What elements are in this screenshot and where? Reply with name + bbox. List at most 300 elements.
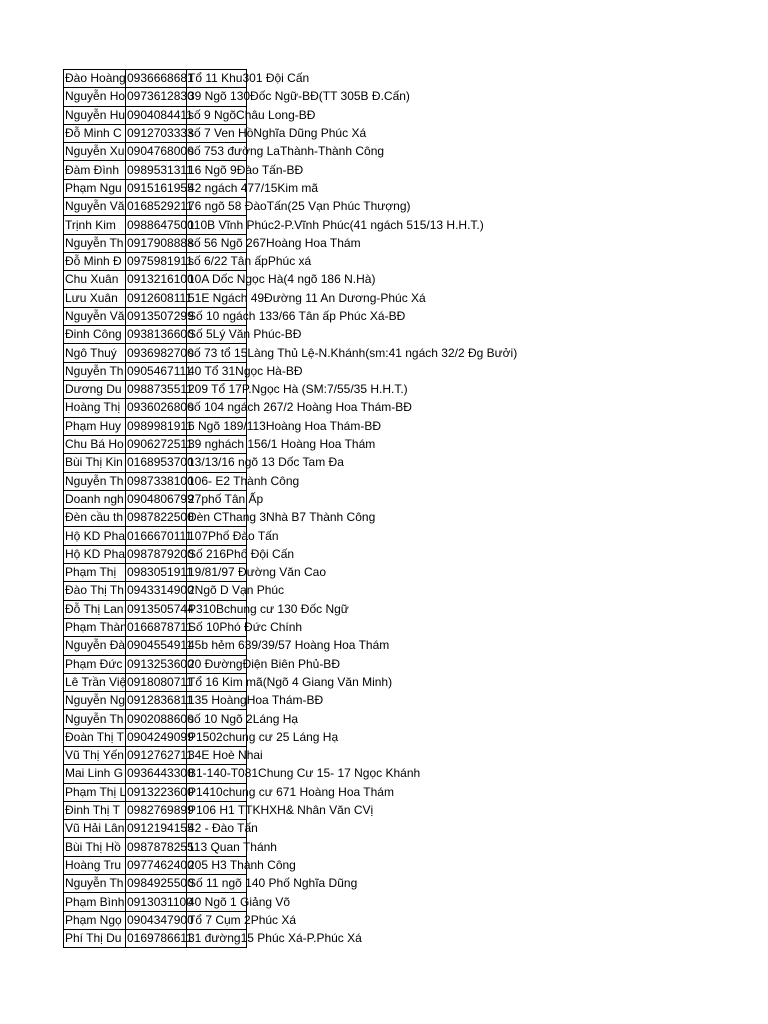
address-cell-text: 10A Dốc Ngọc Hà(4 ngõ 186 N.Hà) — [188, 272, 376, 287]
name-cell[interactable] — [64, 252, 126, 270]
address-cell[interactable] — [187, 88, 410, 106]
table-row — [64, 289, 247, 307]
phone-cell-text: 0913505744 — [127, 601, 194, 616]
contact-table — [63, 69, 518, 948]
address-cell[interactable] — [187, 216, 484, 234]
phone-cell-text: 0904084411 — [127, 107, 193, 122]
address-cell[interactable] — [187, 673, 393, 691]
phone-cell[interactable] — [126, 490, 194, 508]
table-row — [64, 655, 247, 673]
name-cell[interactable] — [64, 911, 126, 929]
name-cell[interactable] — [64, 509, 126, 527]
phone-cell-text: 0912762711 — [127, 748, 193, 763]
phone-cell-text: 0936443300 — [127, 766, 194, 781]
phone-cell-text: 0912703333 — [127, 126, 194, 141]
name-cell-text: Đào Thị Th — [65, 583, 124, 598]
address-cell-text: B1-140-T081Chung Cư 15- 17 Ngọc Khánh — [188, 766, 421, 781]
phone-cell-text: 0913253600 — [127, 656, 194, 671]
phone-cell[interactable] — [126, 509, 194, 527]
name-cell[interactable] — [64, 655, 126, 673]
address-cell-text: số 104 ngách 267/2 Hoàng Hoa Thám-BĐ — [188, 400, 412, 415]
name-cell[interactable] — [64, 417, 126, 435]
address-cell[interactable] — [187, 856, 296, 874]
phone-cell[interactable] — [126, 765, 194, 783]
phone-cell-text: 0906272511 — [127, 437, 193, 452]
phone-cell[interactable] — [126, 307, 194, 325]
phone-cell-text: 0975981911 — [127, 254, 193, 269]
name-cell-text: Hoàng Tru — [65, 857, 122, 872]
phone-cell-text: 0915161955 — [127, 180, 194, 195]
name-cell[interactable] — [64, 564, 126, 582]
address-cell-text: 76 ngõ 58 ĐàoTấn(25 Vạn Phúc Thượng) — [188, 199, 411, 214]
name-cell[interactable] — [64, 746, 126, 764]
phone-cell-text: 0904347900 — [127, 912, 194, 927]
phone-cell-text: 0913507299 — [127, 309, 194, 323]
address-cell-text: 45b hẻm 639/39/57 Hoàng Hoa Thám — [188, 638, 390, 653]
address-cell[interactable] — [187, 728, 339, 746]
table-row — [64, 490, 247, 508]
address-cell-text: P106 H1 TTKHXH& Nhân Văn CVị — [188, 803, 374, 818]
table-row — [64, 399, 247, 417]
phone-cell[interactable] — [126, 472, 194, 490]
phone-cell[interactable] — [126, 911, 194, 929]
name-cell[interactable] — [64, 161, 126, 179]
address-cell[interactable] — [187, 307, 406, 325]
address-cell-text: 107Phố Đào Tấn — [188, 528, 279, 543]
name-cell[interactable] — [64, 875, 126, 893]
name-cell[interactable] — [64, 454, 126, 472]
name-cell[interactable] — [64, 106, 126, 124]
name-cell-text: Ngô Thuý — [65, 345, 117, 360]
name-cell-text: Dương Du — [65, 382, 122, 397]
table-row — [64, 344, 247, 362]
address-cell[interactable] — [187, 801, 374, 819]
address-cell-text: số 56 Ngõ 267Hoàng Hoa Thám — [188, 235, 361, 250]
name-cell-text: Hộ KD Pha — [65, 546, 126, 561]
address-cell-text: 34E Hoè Nhai — [188, 748, 263, 763]
name-cell-text: Hoàng Thị — [65, 400, 121, 415]
phone-cell-text: 0913031100 — [127, 894, 193, 909]
name-cell[interactable] — [64, 856, 126, 874]
phone-cell-text: 0904249099 — [127, 729, 194, 744]
phone-cell-text: 0905467111 — [127, 363, 192, 378]
name-cell[interactable] — [64, 929, 126, 947]
phone-cell-text: 0913223600 — [127, 784, 194, 799]
phone-cell[interactable] — [126, 70, 194, 88]
phone-cell-text: 0984925500 — [127, 876, 194, 891]
address-cell[interactable] — [187, 710, 299, 728]
phone-cell[interactable] — [126, 783, 194, 801]
address-cell[interactable] — [187, 252, 312, 270]
table-row — [64, 362, 247, 380]
address-cell-text: Tổ 11 Khu301 Đội Cấn — [188, 71, 310, 86]
address-cell[interactable] — [187, 929, 362, 947]
phone-cell-text: 0977462400 — [127, 857, 194, 872]
name-cell-text: Chu Xuân — [65, 272, 119, 287]
name-cell[interactable] — [64, 344, 126, 362]
table-row — [64, 179, 247, 197]
address-cell[interactable] — [187, 179, 319, 197]
phone-cell[interactable] — [126, 801, 194, 819]
phone-cell-text: 0936026800 — [127, 400, 194, 415]
phone-cell-text: 0973612830 — [127, 89, 194, 104]
phone-cell[interactable] — [126, 856, 194, 874]
address-cell-text: Số 10Phó Đức Chính — [188, 620, 303, 635]
address-cell[interactable] — [187, 820, 258, 838]
name-cell[interactable] — [64, 216, 126, 234]
table-row — [64, 783, 247, 801]
name-cell[interactable] — [64, 893, 126, 911]
phone-cell-text: 0989981911 — [127, 418, 193, 433]
address-cell[interactable] — [187, 326, 302, 344]
phone-cell[interactable] — [126, 179, 194, 197]
table-row — [64, 216, 247, 234]
address-cell[interactable] — [187, 435, 376, 453]
address-cell-text: số 753 đường LaThành-Thành Công — [188, 144, 385, 159]
name-cell[interactable] — [64, 143, 126, 161]
address-cell[interactable] — [187, 70, 310, 88]
name-cell[interactable] — [64, 435, 126, 453]
address-cell[interactable] — [187, 344, 518, 362]
address-cell[interactable] — [187, 472, 300, 490]
table-row — [64, 198, 247, 216]
table-row — [64, 381, 247, 399]
phone-cell-text: 0988735511 — [127, 382, 193, 397]
address-cell-text: 42 - Đào Tấn — [188, 821, 258, 836]
address-cell-text: 42 ngách 477/15Kim mã — [188, 180, 319, 195]
address-cell[interactable] — [187, 417, 382, 435]
name-cell-text: Đoàn Thị T — [65, 729, 124, 744]
name-cell-text: Nguyễn Th — [65, 363, 124, 378]
table-row — [64, 856, 247, 874]
table-row — [64, 582, 247, 600]
phone-cell-text: 0168953700 — [127, 455, 194, 470]
address-cell[interactable] — [187, 234, 361, 252]
table-row — [64, 307, 247, 325]
name-cell[interactable] — [64, 527, 126, 545]
address-cell-text: 2Ngõ D Vạn Phúc — [188, 583, 285, 598]
table-row — [64, 801, 247, 819]
phone-cell[interactable] — [126, 564, 193, 582]
phone-cell-text: 0918080711 — [127, 674, 193, 689]
table-row — [64, 820, 247, 838]
name-cell[interactable] — [64, 399, 126, 417]
address-cell-text: Tổ 16 Kim mã(Ngõ 4 Giang Văn Minh) — [188, 674, 393, 689]
name-cell[interactable] — [64, 618, 126, 636]
address-cell-text: 40 Tổ 31Ngọc Hà-BĐ — [188, 363, 303, 378]
address-cell[interactable] — [187, 746, 263, 764]
phone-cell[interactable] — [126, 344, 194, 362]
name-cell-text: Bùi Thị Hồ — [65, 839, 121, 854]
address-cell[interactable] — [187, 875, 358, 893]
phone-cell-text: 0936668681 — [127, 71, 194, 86]
name-cell-text: Bùi Thị Kin — [65, 455, 123, 470]
phone-cell-text: 0943314900 — [127, 583, 194, 598]
phone-cell[interactable] — [126, 88, 194, 106]
phone-cell[interactable] — [126, 399, 194, 417]
phone-cell[interactable] — [126, 673, 193, 691]
address-cell-text: 209 Tổ 17P.Ngọc Hà (SM:7/55/35 H.H.T.) — [188, 382, 408, 397]
table-row — [64, 509, 247, 527]
address-cell[interactable] — [187, 143, 385, 161]
phone-cell-text: 0912194155 — [127, 821, 194, 836]
phone-cell-text: 0987338100 — [127, 473, 194, 488]
address-cell-text: Số 11 ngõ 140 Phố Nghĩa Dũng — [188, 876, 358, 891]
name-cell-text: Lưu Xuân — [65, 290, 118, 305]
name-cell-text: Nguyễn Ho — [65, 89, 126, 104]
address-cell-text: số 10 Ngõ 2Láng Hạ — [188, 711, 299, 726]
name-cell[interactable] — [64, 582, 126, 600]
phone-cell-text: 0989531311 — [127, 162, 193, 177]
phone-cell[interactable] — [126, 271, 194, 289]
name-cell-text: Nguyễn Th — [65, 876, 124, 891]
name-cell[interactable] — [64, 326, 126, 344]
table-row — [64, 252, 247, 270]
address-cell-text: 39 Ngõ 130Đốc Ngữ-BĐ(TT 305B Đ.Cấn) — [188, 89, 410, 104]
name-cell[interactable] — [64, 381, 126, 399]
address-cell[interactable] — [187, 783, 394, 801]
phone-cell[interactable] — [126, 216, 194, 234]
phone-cell[interactable] — [126, 655, 194, 673]
phone-cell[interactable] — [126, 820, 194, 838]
phone-cell-text: 0987879200 — [127, 546, 194, 561]
phone-cell[interactable] — [126, 454, 194, 472]
name-cell[interactable] — [64, 600, 126, 618]
name-cell[interactable] — [64, 637, 126, 655]
phone-cell-text: 0913216100 — [127, 272, 194, 287]
address-cell[interactable] — [187, 637, 390, 655]
name-cell-text: Đinh Thị T — [65, 803, 120, 818]
table-row — [64, 893, 247, 911]
phone-cell[interactable] — [126, 381, 193, 399]
address-cell[interactable] — [187, 527, 279, 545]
name-cell[interactable] — [64, 70, 126, 88]
address-cell[interactable] — [187, 289, 426, 307]
phone-cell[interactable] — [126, 692, 193, 710]
phone-cell[interactable] — [126, 435, 193, 453]
address-cell[interactable] — [187, 692, 324, 710]
name-cell[interactable] — [64, 820, 126, 838]
table-row — [64, 472, 247, 490]
phone-cell[interactable] — [126, 143, 194, 161]
name-cell-text: Chu Bá Ho — [65, 437, 124, 452]
name-cell[interactable] — [64, 88, 126, 106]
phone-cell[interactable] — [126, 106, 193, 124]
table-body — [64, 70, 518, 948]
address-cell-text: 51E Ngách 49Đường 11 An Dương-Phúc Xá — [188, 290, 426, 305]
table-row — [64, 161, 247, 179]
name-cell[interactable] — [64, 307, 126, 325]
address-cell-text: Số 216Phố Đội Cấn — [188, 546, 295, 561]
phone-cell[interactable] — [126, 545, 194, 563]
table-row — [64, 710, 247, 728]
phone-cell-text: 0988647500 — [127, 217, 194, 232]
phone-cell-text: 0917908888 — [127, 235, 194, 250]
phone-cell[interactable] — [126, 326, 194, 344]
table-row — [64, 88, 247, 106]
name-cell[interactable] — [64, 198, 126, 216]
phone-cell[interactable] — [126, 929, 193, 947]
phone-cell[interactable] — [126, 198, 193, 216]
name-cell-text: Phạm Huy — [65, 418, 122, 433]
address-cell-text: 110B Vĩnh Phúc2-P.Vĩnh Phúc(41 ngách 515/13 H.H.T.) — [188, 217, 484, 232]
phone-cell[interactable] — [126, 417, 193, 435]
address-cell[interactable] — [187, 161, 304, 179]
address-cell[interactable] — [187, 564, 326, 582]
name-cell[interactable] — [64, 234, 126, 252]
address-cell-text: P310Bchung cư 130 Đốc Ngữ — [188, 601, 349, 616]
name-cell[interactable] — [64, 545, 126, 563]
address-cell-text: 39 nghách 156/1 Hoàng Hoa Thám — [188, 437, 376, 452]
table-row — [64, 143, 247, 161]
phone-cell[interactable] — [126, 838, 194, 856]
address-cell-text: Tổ 7 Cụm 2Phúc Xá — [188, 912, 297, 927]
name-cell-text: Phạm Thị — [65, 565, 117, 580]
name-cell[interactable] — [64, 710, 126, 728]
phone-cell-text: 0904806799 — [127, 491, 194, 506]
phone-cell-text: 0904768000 — [127, 144, 194, 159]
address-cell-text: Số 5Lý Văn Phúc-BĐ — [188, 327, 302, 342]
table-row — [64, 70, 247, 88]
name-cell-text: Đỗ Minh Đ — [65, 254, 122, 269]
table-row — [64, 618, 247, 636]
address-cell-text: 205 H3 Thành Công — [188, 857, 296, 872]
phone-cell[interactable] — [126, 234, 194, 252]
phone-cell[interactable] — [126, 893, 193, 911]
name-cell[interactable] — [64, 692, 126, 710]
address-cell[interactable] — [187, 911, 297, 929]
phone-cell[interactable] — [126, 252, 193, 270]
name-cell[interactable] — [64, 490, 126, 508]
phone-cell[interactable] — [126, 618, 193, 636]
phone-cell-text: 0982769899 — [127, 803, 194, 818]
table-row — [64, 564, 247, 582]
name-cell[interactable] — [64, 673, 126, 691]
table-row — [64, 454, 247, 472]
address-cell-text: 6 Ngõ 189/113Hoàng Hoa Thám-BĐ — [188, 418, 382, 433]
address-cell[interactable] — [187, 838, 277, 856]
table-row — [64, 673, 247, 691]
name-cell-text: Nguyễn Vă — [65, 199, 125, 214]
phone-cell[interactable] — [126, 289, 192, 307]
address-cell[interactable] — [187, 765, 421, 783]
name-cell-text: Phạm Thị L — [65, 784, 127, 799]
address-cell[interactable] — [187, 362, 303, 380]
address-cell[interactable] — [187, 124, 367, 142]
name-cell-text: Nguyễn Th — [65, 473, 124, 488]
name-cell[interactable] — [64, 124, 126, 142]
table-row — [64, 271, 247, 289]
phone-cell[interactable] — [126, 637, 193, 655]
name-cell-text: Nguyễn Xu — [65, 144, 125, 159]
phone-cell[interactable] — [126, 728, 194, 746]
phone-cell[interactable] — [126, 710, 194, 728]
table-row — [64, 106, 247, 124]
name-cell[interactable] — [64, 472, 126, 490]
name-cell[interactable] — [64, 362, 126, 380]
phone-cell[interactable] — [126, 746, 193, 764]
address-cell-text: 27phố Tân Ấp — [188, 491, 264, 506]
address-cell[interactable] — [187, 655, 340, 673]
table-row — [64, 600, 247, 618]
table-row — [64, 234, 247, 252]
table-row — [64, 124, 247, 142]
address-cell[interactable] — [187, 271, 376, 289]
name-cell[interactable] — [64, 783, 126, 801]
table-row — [64, 417, 247, 435]
name-cell-text: Đàm Đình — [65, 162, 120, 177]
name-cell-text: Nguyễn Vă — [65, 309, 125, 323]
address-cell[interactable] — [187, 618, 303, 636]
name-cell[interactable] — [64, 728, 126, 746]
name-cell-text: Lê Trần Việ — [65, 674, 127, 689]
address-cell-text: Số 10 ngách 133/66 Tân ấp Phúc Xá-BĐ — [188, 309, 406, 323]
phone-cell[interactable] — [126, 124, 194, 142]
address-cell-text: 135 HoàngHoa Thám-BĐ — [188, 693, 324, 708]
address-cell-text: 19/81/97 Đường Văn Cao — [188, 565, 326, 580]
name-cell-text: Nguyễn Ng — [65, 693, 126, 708]
table-row — [64, 929, 247, 947]
phone-cell[interactable] — [126, 362, 192, 380]
name-cell[interactable] — [64, 289, 126, 307]
name-cell-text: Đỗ Thị Lan — [65, 601, 124, 616]
name-cell-text: Vũ Hải Lân — [65, 821, 125, 836]
address-cell[interactable] — [187, 399, 412, 417]
address-cell[interactable] — [187, 106, 316, 124]
phone-cell-text: 0169786611 — [127, 931, 193, 946]
name-cell-text: Đào Hoàng — [65, 71, 126, 86]
phone-cell[interactable] — [126, 527, 192, 545]
phone-cell-text: 0166670111 — [127, 528, 192, 543]
phone-cell-text: 0938136600 — [127, 327, 194, 342]
address-cell[interactable] — [187, 454, 344, 472]
name-cell-text: Phạm Ngu — [65, 180, 122, 195]
phone-cell[interactable] — [126, 875, 194, 893]
phone-cell-text: 0902088600 — [127, 711, 194, 726]
name-cell-text: Hộ KD Pha — [65, 528, 126, 543]
name-cell[interactable] — [64, 838, 126, 856]
phone-cell-text: 0904554911 — [127, 638, 193, 653]
address-cell[interactable] — [187, 381, 408, 399]
address-cell-text: 16 Ngõ 9Đào Tấn-BĐ — [188, 162, 304, 177]
table-row — [64, 692, 247, 710]
address-cell-text: số 9 NgõChâu Long-BĐ — [188, 107, 316, 122]
address-cell[interactable] — [187, 582, 285, 600]
address-cell[interactable] — [187, 490, 264, 508]
address-cell-text: số 73 tổ 15Làng Thủ Lệ-N.Khánh(sm:41 ngách 32/2 Đg Bưởi) — [188, 345, 518, 360]
phone-cell-text: 0987822500 — [127, 510, 194, 525]
name-cell-text: Phạm Thàn — [65, 620, 127, 635]
phone-cell[interactable] — [126, 582, 194, 600]
address-cell-text: 13/13/16 ngõ 13 Dốc Tam Đa — [188, 455, 344, 470]
name-cell-text: Phạm Bình — [65, 894, 125, 909]
address-cell[interactable] — [187, 893, 291, 911]
address-cell-text: P1410chung cư 671 Hoàng Hoa Thám — [188, 784, 394, 799]
table-row — [64, 637, 247, 655]
phone-cell[interactable] — [126, 600, 194, 618]
name-cell[interactable] — [64, 765, 126, 783]
address-cell[interactable] — [187, 509, 376, 527]
name-cell[interactable] — [64, 271, 126, 289]
name-cell[interactable] — [64, 801, 126, 819]
address-cell[interactable] — [187, 545, 295, 563]
address-cell[interactable] — [187, 600, 349, 618]
name-cell[interactable] — [64, 179, 126, 197]
name-cell-text: Nguyễn Th — [65, 235, 124, 250]
name-cell-text: Phạm Đức — [65, 656, 123, 671]
phone-cell[interactable] — [126, 161, 193, 179]
address-cell[interactable] — [187, 198, 411, 216]
